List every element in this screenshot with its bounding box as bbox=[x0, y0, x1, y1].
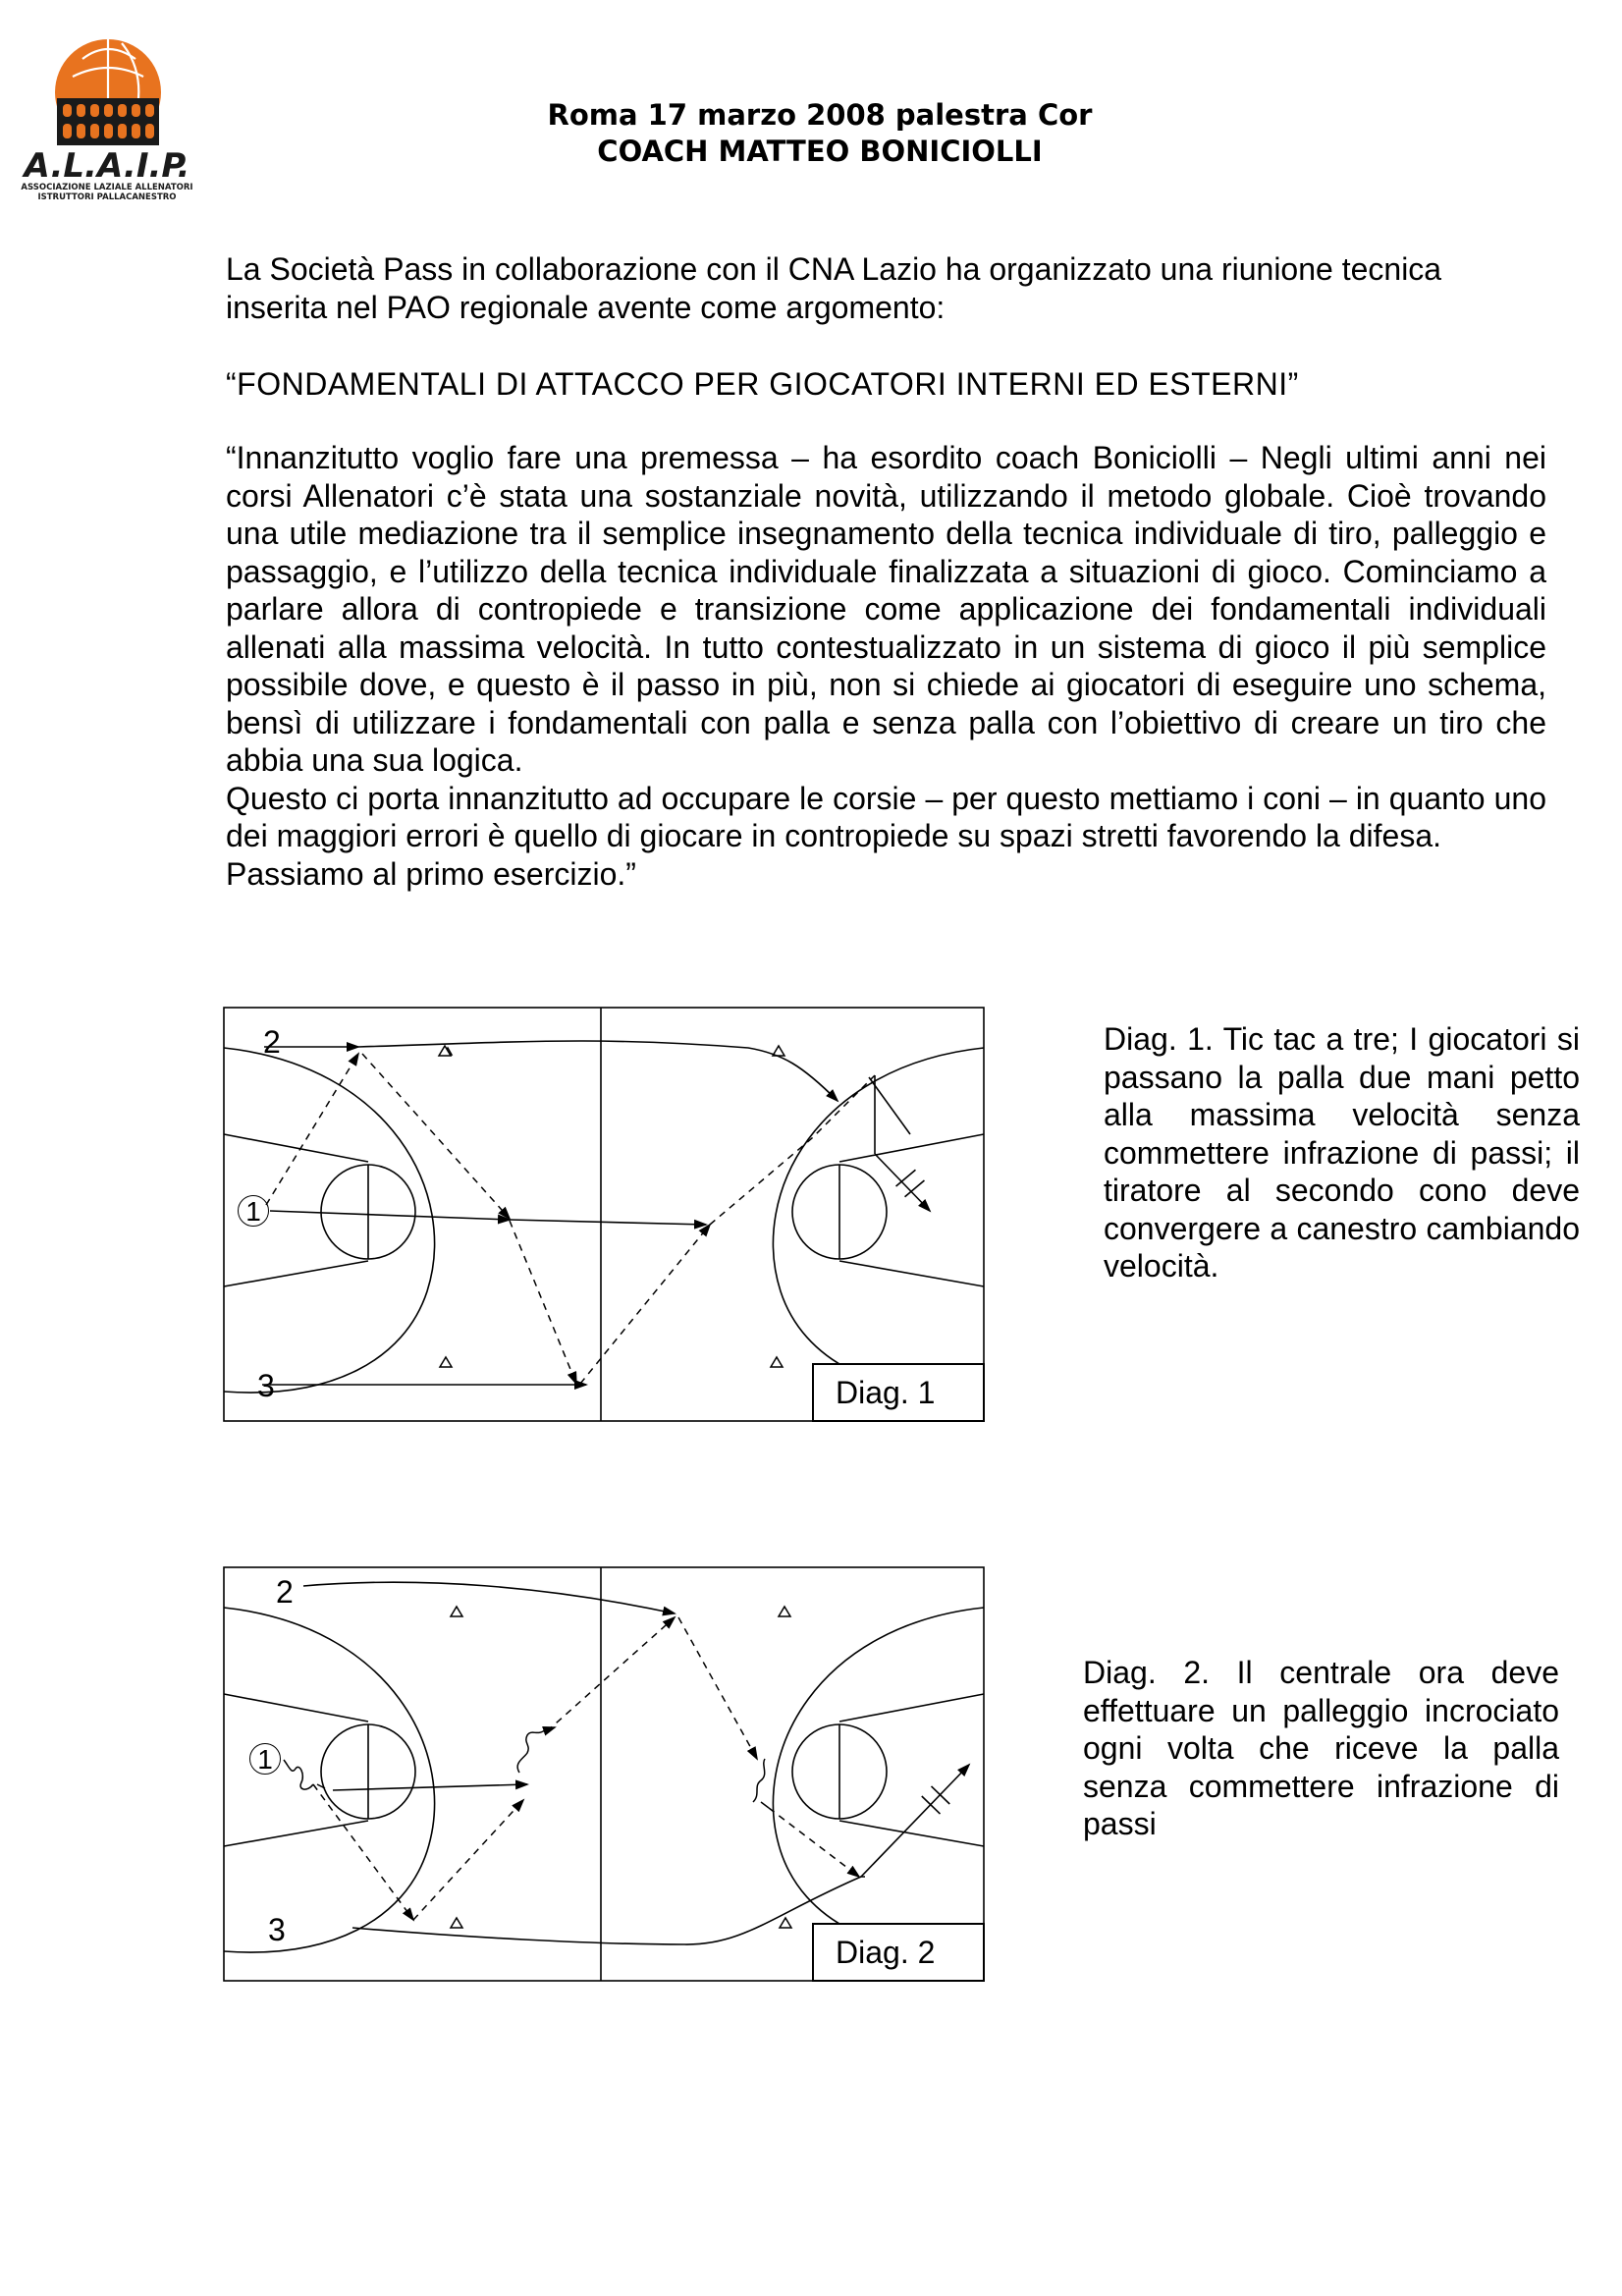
logo-subtitle-1: ASSOCIAZIONE LAZIALE ALLENATORI bbox=[21, 183, 193, 192]
shot-mark-icon bbox=[896, 1170, 925, 1196]
pass-arrow bbox=[266, 1054, 358, 1205]
pass-arrow bbox=[510, 1221, 576, 1384]
triangle-cone-icon bbox=[779, 1607, 790, 1616]
diagram-2-label: Diag. 2 bbox=[812, 1923, 985, 1982]
three-point-arc-right bbox=[773, 1048, 984, 1393]
cut-arrow bbox=[333, 1784, 527, 1790]
quote-paragraph-1: “Innanzitutto voglio fare una premessa – ha esordito coach Boniciolli – Negli ultimi anni nei corsi Allenatori c’è stata una sostanziale novità, utilizzando il metodo globale. Cioè trovando una utile mediazione tra il semplice insegnamento della tecnica individuale di tiro, palleggio e passaggio, e l’utilizzo della tecnica individuale finalizzata a situazioni di gioco. Cominciamo a parlare allora di contropiede e transizione come applicazione dei fondamentali individuali allenati alla massima velocità. In tutto contestualizzato in un sistema di gioco il più semplice possibile dove, e questo è il passo in più, non si chiede ai giocatori di eseguire uno schema, bensì di utilizzare i fondamentali con palla e senza palla con l’obiettivo di creare un tiro che abbia una sua logica. bbox=[226, 440, 1546, 778]
triangle-cone-icon bbox=[451, 1607, 462, 1616]
three-point-arc-right bbox=[773, 1608, 984, 1952]
player-1-label: 1 bbox=[238, 1195, 269, 1227]
alaip-logo bbox=[14, 20, 200, 206]
court-drawing-2 bbox=[223, 1566, 985, 1982]
cut-arrow bbox=[510, 1220, 706, 1225]
court-diagram-2 bbox=[223, 1566, 985, 1982]
triangle-cone-icon bbox=[440, 1357, 452, 1367]
three-point-arc-left bbox=[224, 1608, 435, 1952]
pass-arrow bbox=[678, 1617, 757, 1759]
dribble-line bbox=[284, 1760, 313, 1789]
pass-arrow bbox=[362, 1054, 510, 1219]
court-boundary bbox=[224, 1567, 984, 1981]
pass-arrow bbox=[313, 1784, 413, 1920]
cut-arrow bbox=[303, 1582, 675, 1613]
triangle-cone-icon bbox=[451, 1918, 462, 1928]
triangle-cone-icon bbox=[771, 1357, 783, 1367]
cut-arrow bbox=[270, 1211, 510, 1220]
triangle-cone-icon bbox=[780, 1918, 791, 1928]
logo-acronym: A.L.A.I.P. bbox=[24, 146, 190, 186]
topic-heading: “FONDAMENTALI DI ATTACCO PER GIOCATORI INTERNI ED ESTERNI” bbox=[226, 366, 1299, 402]
player-1-label: 1 bbox=[249, 1743, 281, 1775]
player-2-label: 2 bbox=[263, 1024, 281, 1060]
title-line-1: Roma 17 marzo 2008 palestra Cor bbox=[547, 98, 1093, 132]
diagram-2-caption: Diag. 2. Il centrale ora deve effettuare un palleggio incrociato ogni volta che riceve la palla senza commettere infrazione di passi bbox=[1083, 1655, 1559, 1841]
document-title bbox=[324, 97, 1316, 170]
quote-paragraph-3: Passiamo al primo esercizio.” bbox=[226, 855, 636, 892]
logo-subtitle-2: ISTRUTTORI PALLACANESTRO bbox=[37, 192, 177, 202]
cut-line bbox=[352, 1877, 865, 1944]
cut-arrow bbox=[358, 1041, 838, 1101]
player-3-label: 3 bbox=[257, 1368, 275, 1403]
diagram-1-caption: Diag. 1. Tic tac a tre; I giocatori si passano la palla due mani petto alla massima velocità senza commettere infrazione di passi; il tiratore al secondo cono deve convergere a canestro cambiando velocità. bbox=[1104, 1021, 1580, 1284]
intro-paragraph: La Società Pass in collaborazione con il CNA Lazio ha organizzato una riunione tecnica inserita nel PAO regionale avente come argomento: bbox=[226, 251, 1442, 325]
court-drawing-1 bbox=[223, 1007, 985, 1422]
court-diagram-1 bbox=[223, 1007, 985, 1422]
dribble-line bbox=[753, 1759, 765, 1802]
player-3-label: 3 bbox=[268, 1912, 286, 1947]
quote-section bbox=[226, 439, 1546, 893]
drive-arrow bbox=[861, 1765, 969, 1877]
quote-paragraph-2: Questo ci porta innanzitutto ad occupare le corsie – per questo mettiamo i coni – in quanto uno dei maggiori errori è quello di giocare in contropiede su spazi stretti favorendo la difesa. bbox=[226, 780, 1546, 853]
pass-arrow bbox=[580, 1225, 710, 1384]
dribble-line bbox=[517, 1731, 543, 1773]
pass-arrow bbox=[547, 1617, 675, 1731]
pass-arrow bbox=[413, 1800, 523, 1920]
diagram-1-label: Diag. 1 bbox=[812, 1363, 985, 1422]
court-boundary bbox=[224, 1008, 984, 1421]
player-2-label: 2 bbox=[276, 1574, 294, 1610]
title-line-2: COACH MATTEO BONICIOLLI bbox=[597, 135, 1043, 168]
